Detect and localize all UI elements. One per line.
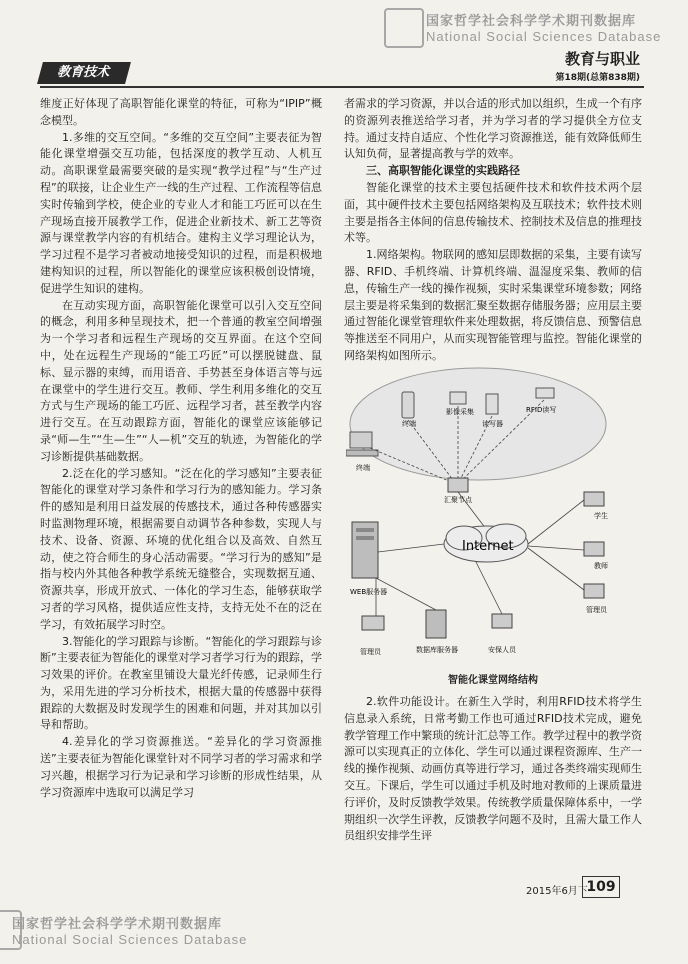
student-icon (584, 492, 604, 506)
label-admin-bottom: 管理员 (360, 648, 381, 656)
security-icon (492, 614, 512, 628)
left-column (40, 96, 322, 801)
db-server-icon (426, 610, 446, 638)
camera-icon (450, 392, 466, 404)
right-column (344, 96, 642, 365)
paragraph: 4.差异化的学习资源推送。“差异化的学习资源推送”主要表征为智能化课堂针对不同学习者的学习需求和学习兴趣，根据学习行为记录和学习诊断的形成性结果，从学习资源库中选取可以满足学习 (40, 735, 322, 799)
reader-icon (486, 394, 498, 414)
label-phone-terminal: 终端 (402, 420, 416, 428)
sensing-layer-ellipse (350, 368, 606, 480)
label-rfid: RFID读写 (526, 406, 557, 414)
paragraph: 维度正好体现了高职智能化课堂的特征，可称为“IPIP”概念模型。 (40, 97, 322, 127)
label-rw-reader: 读写器 (482, 420, 503, 428)
paragraph: 在互动实现方面，高职智能化课堂可以引入交互空间的概念，利用多种呈现技术，把一个普通的教室空间增强为一个学习者和远程生产现场的交互界面。在这个空间中，处在远程生产现场的“能工巧匠”可以摆脱键盘、鼠标、显示器的束缚，而用语音、手势甚至身体语言等与远在课堂中的学生进行交互。教师、学生利用多维化的交互方式与生产现场的能工巧匠、远程学习者，甚至教学内容进行交互。在互动跟踪方面，智能化的课堂应该能够记录“师—生”“生—生”“人—机”交互的轨迹，为智能化的学习诊断提供基础数据。 (40, 298, 322, 463)
label-terminal: 终端 (356, 464, 370, 472)
figure-caption: 智能化课堂网络结构 (448, 675, 538, 686)
paragraph: 者需求的学习资源，并以合适的形式加以组织，生成一个有序的资源列表推送给学习者，并为学习者的学习提供全方位支持。通过支持自适应、个性化学习资源推送，能有效降低师生认知负荷，显著提高教与学的效率。 (344, 97, 642, 161)
label-video-capture: 影像采集 (446, 408, 474, 416)
right-column-lower (344, 694, 642, 845)
journal-title: 教育与职业 (564, 50, 640, 68)
watermark-en-bottom: National Social Sciences Database (12, 932, 248, 947)
bottom-links (376, 562, 502, 616)
section-heading: 三、高职智能化课堂的实践路径 (366, 164, 520, 178)
footer-date: 2015年6月下 (526, 886, 588, 897)
label-web-server: WEB服务器 (350, 588, 388, 596)
label-internet: Internet (462, 539, 514, 554)
teacher-icon (584, 542, 604, 556)
server-to-cloud-line (378, 544, 444, 552)
watermark-bottom (12, 913, 247, 947)
sink-node-icon (448, 478, 468, 492)
cloud-user-links (528, 500, 584, 590)
paragraph: 2.软件功能设计。在新生入学时，利用RFID技术将学生信息录入系统，日常考勤工作也可通过RFID技术完成，避免教学管理工作中繁琐的统计汇总等工作。教学过程中的教学资源可以实现真正的立体化、学生可以通过课程资源库、生产一线的操作视频、动画仿真等进行学习，通过各类终端实现师生交互。下课后，学生可以通过手机及时地对教师的上课质量进行评价，及时反馈教学效果。传统教学质量保障体系中，一学期组织一次学生评教，反馈教学问题不及时，且需大量工作人员组织安排学生评 (344, 695, 642, 843)
admin-bottom-icon (362, 616, 384, 630)
web-server-icon (352, 522, 378, 578)
paragraph: 智能化课堂的技术主要包括硬件技术和软件技术两个层面，其中硬件技术主要包括网络架构及互联技术；软件技术则主要是指各主体间的信息传输技术、控制技术及信息的推理技术等。 (344, 180, 642, 245)
label-teacher: 教师 (594, 562, 608, 570)
watermark-en: National Social Sciences Database (426, 29, 662, 44)
network-diagram (346, 362, 638, 668)
label-sink-node: 汇聚节点 (444, 496, 472, 504)
label-admin-right: 管理员 (586, 606, 607, 614)
paragraph: 1.网络架构。物联网的感知层即数据的采集，主要有读写器、RFID、手机终端、计算机终端、温湿度采集、教师的信息，传输生产一线的操作视频，实时采集课堂环境参数；网络层主要是将采集到的数据汇聚至数据存储服务器；应用层主要通过智能化课堂管理软件来处理数据，将反馈信息、预警信息等推送至不同用户，从而实现智能管理与监控。智能化课堂的网络架构如图所示。 (344, 248, 642, 362)
issue-number: 第18期(总第838期) (555, 73, 640, 83)
watermark-cn: 国家哲学社会科学学术期刊数据库 (426, 13, 637, 28)
watermark-logo-top (384, 8, 424, 48)
section-label: 教育技术 (37, 62, 131, 84)
watermark-cn-bottom: 国家哲学社会科学学术期刊数据库 (12, 916, 223, 931)
paragraph: 2.泛在化的学习感知。“泛在化的学习感知”主要表征智能化的课堂对学习条件和学习行为的感知能力。学习条件的感知是利用日益发展的传感技术，通过各种传感器实时监测物理环境，根据需要自动调节各种参数，实现人与技术、设备、资源、环境的优化组合以及高效、自然互动，使之符合师生的身心活动需要。“学习行为的感知”是指与校内外其他各种教学系统无缝整合，实现数据互通、资源共享，形成开放式、一体化的学习生态，能够获取学习者的学习风格，提供适应性支持，支持无处不在的泛在学习，有效拓展学习时空。 (40, 466, 322, 631)
admin-right-icon (584, 584, 604, 598)
page-number: 109 (582, 876, 620, 898)
label-security: 安保人员 (488, 646, 516, 654)
label-db-server: 数据库服务器 (416, 646, 458, 654)
phone-icon (402, 392, 414, 418)
header-divider (40, 86, 644, 88)
rfid-reader-icon (536, 388, 554, 398)
paragraph: 3.智能化的学习跟踪与诊断。“智能化的学习跟踪与诊断”主要表征为智能化的课堂对学习者学习行为的跟踪，学习效果的评价。在教室里铺设大量光纤传感，记录师生行为，采用先进的学习分析技术，根据大量的传感器中获得跟踪的大数据及时发现学生的困难和问题，并对其加以引导和帮助。 (40, 634, 322, 732)
label-student: 学生 (594, 512, 608, 520)
watermark-top (426, 10, 661, 44)
paragraph: 1.多维的交互空间。“多维的交互空间”主要表征为智能化课堂增强交互功能，包括深度的教学互动、人机互动。高职课堂最需要突破的是实现“教学过程”与“生产过程”的联接，让企业生产一线的生产过程、工作流程等信息实时传输到学校，使企业的专业人才和能工巧匠可以在生产现场直接开展教学工作，促进企业新技术、新工艺等资源与课堂教学内容的有机结合。建构主义学习理论认为，学习过程不是学习者被动地接受知识的过程，而是积极地建构知识的过程，所以智能化的课堂应该积极创设情境，促进学生知识的建构。 (40, 130, 322, 295)
